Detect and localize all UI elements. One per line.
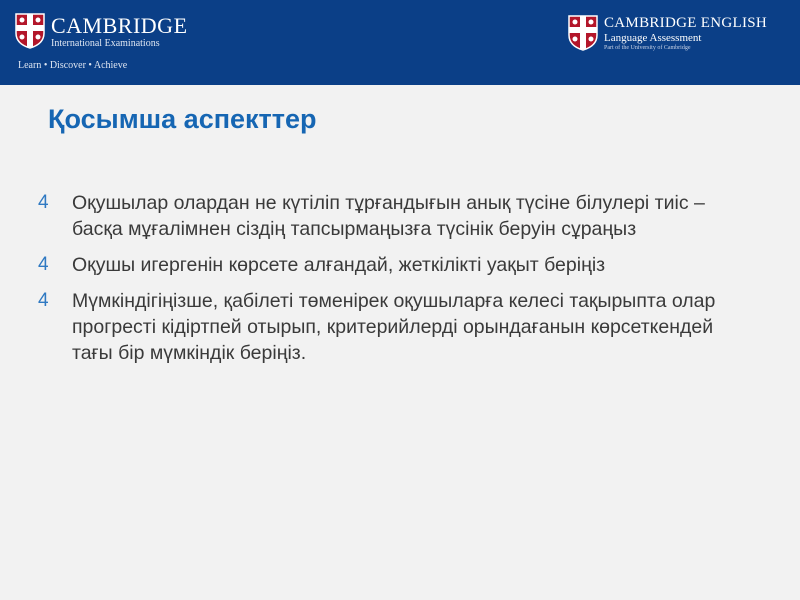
cambridge-shield-icon [15,13,45,49]
bullet-item [38,288,758,366]
right-logo-wordmark: CAMBRIDGE ENGLISH [604,15,768,31]
right-logo-tagline: Part of the University of Cambridge [604,45,691,51]
bullet-marker: 4 [38,290,49,311]
left-logo-subline: International Examinations [51,38,160,49]
cambridge-english-logo [568,15,793,55]
left-logo-wordmark: CAMBRIDGE [51,13,188,38]
bullet-marker: 4 [38,254,49,275]
bullet-text: Мүмкіндігіңізше, қабілеті төменірек оқушыларға келесі тақырыпта олар прогресті кідіртпей отырып, критерийлерді орындағанын көрсеткендей тағы бір мүмкіндік беріңіз. [72,290,716,364]
header-band [0,0,800,85]
bullet-text: Оқушы игергенін көрсете алғандай, жеткілікті уақыт беріңіз [72,254,606,276]
slide-title: Қосымша аспекттер [48,104,317,134]
bullet-marker: 4 [38,192,49,213]
bullet-item [38,252,758,278]
bullet-text: Оқушылар олардан не күтіліп тұрғандығын анық түсіне білулері тиіс – басқа мұғалімнен сіздің тапсырмаңызға түсінік беруін сұраңыз [72,192,705,240]
right-logo-subline: Language Assessment [604,32,702,44]
cambridge-international-logo [15,13,205,75]
cambridge-shield-icon [568,15,598,51]
bullet-list [38,190,758,376]
bullet-item [38,190,758,242]
left-logo-tagline: Learn • Discover • Achieve [18,60,128,71]
